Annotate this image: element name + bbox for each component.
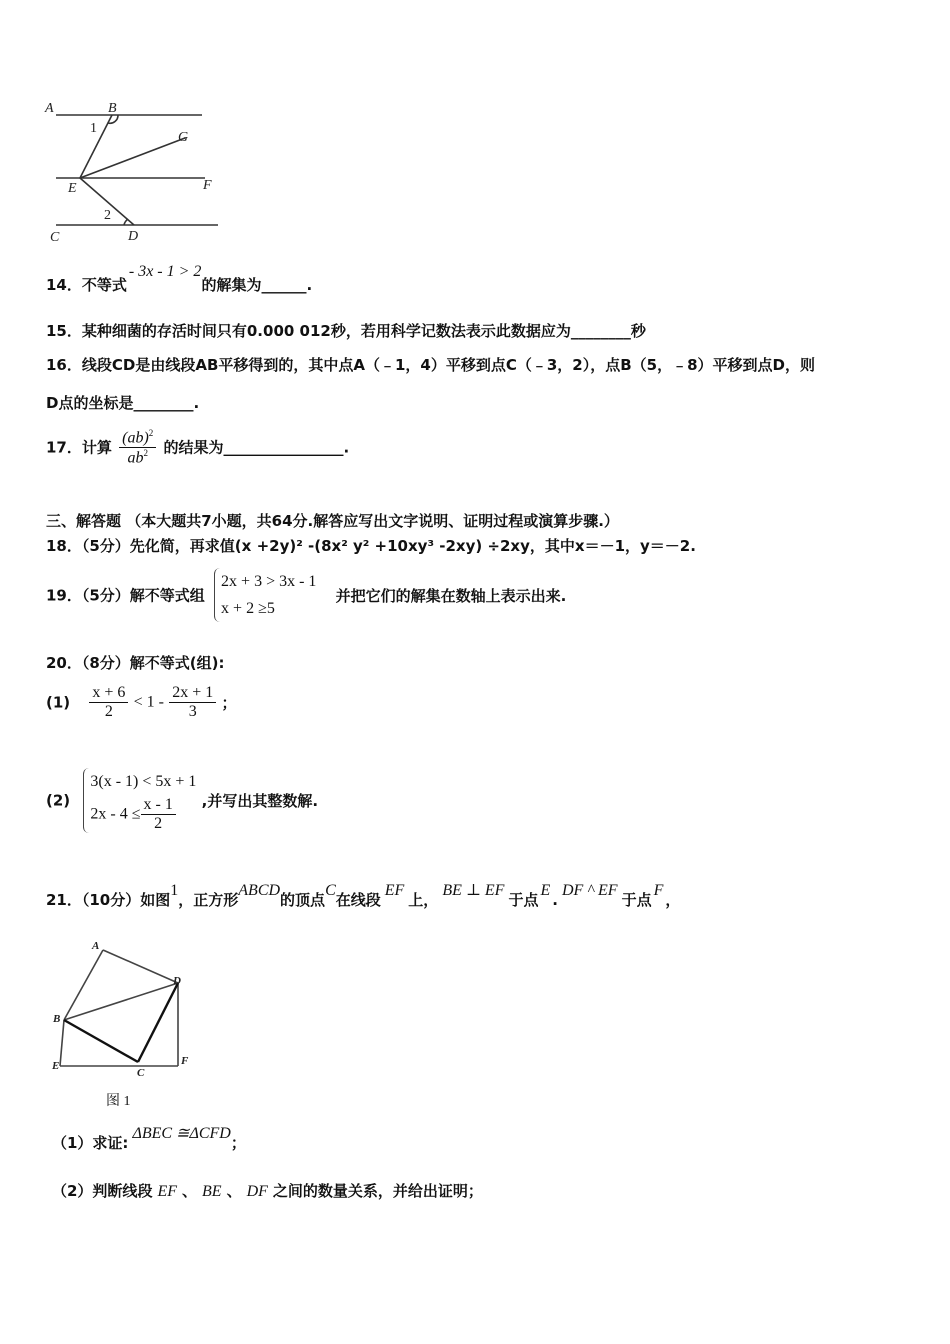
question-17 xyxy=(46,428,349,468)
q21-part2-ef: EF xyxy=(157,1183,177,1200)
fig2-label-f: F xyxy=(181,1055,189,1067)
q20-fraction-2-denominator: 3 xyxy=(188,703,197,720)
q20-fraction-2-numerator: 2x + 1 xyxy=(169,684,216,703)
fig1-label-e: E xyxy=(68,181,77,196)
q19-label: 19．（5分）解不等式组 xyxy=(46,586,205,605)
question-19 xyxy=(46,568,566,622)
q19-suffix: 并把它们的解集在数轴上表示出来. xyxy=(335,586,567,605)
fig2-label-d: D xyxy=(173,975,181,987)
fig1-label-d: D xyxy=(128,229,139,244)
question-16-line2: D点的坐标是________. xyxy=(46,394,200,412)
fig1-angle-1: 1 xyxy=(90,121,97,136)
q19-inequality-2: x + 2 ≥5 xyxy=(221,600,275,617)
q17-fraction xyxy=(119,428,156,468)
q21-part1-congruence: ΔBEC ≅ΔCFD xyxy=(132,1125,231,1142)
q20-fraction-1-denominator: 2 xyxy=(104,703,113,720)
q14-label: 14．不等式 xyxy=(46,276,127,294)
q20-part2-fraction xyxy=(141,796,176,833)
question-16-line1: 16．线段CD是由线段AB平移得到的，其中点A（﹣1，4）平移到点C（﹣3，2），点B（5，﹣8）平移到点D，则 xyxy=(46,356,816,374)
q21-part1-label: （1）求证: xyxy=(52,1134,129,1152)
fig1-label-f: F xyxy=(203,178,212,193)
question-14 xyxy=(46,263,313,295)
question-20-part-1 xyxy=(46,684,237,721)
fig2-label-a: A xyxy=(92,940,100,952)
fig2-label-b: B xyxy=(53,1013,61,1025)
fig1-label-a: A xyxy=(45,101,54,116)
q20-part1-middle: < 1 - xyxy=(133,693,165,711)
q21-label: 21．（10分）如图 xyxy=(46,891,171,909)
q14-inequality: - 3x - 1 > 2 xyxy=(128,263,202,280)
fig2-label-c: C xyxy=(137,1067,145,1079)
square-abcd-figure xyxy=(48,938,208,1080)
q20-part2-denominator: 2 xyxy=(154,815,163,832)
q21-part2-df: DF xyxy=(246,1183,268,1200)
section-3-header: 三、解答题 （本大题共7小题，共64分.解答应写出文字说明、证明过程或演算步骤.） xyxy=(46,512,619,530)
q21-segment-ef: EF xyxy=(384,882,405,899)
q21-point-f: F xyxy=(653,882,664,899)
q21-df-perp-ef: DF ^ EF xyxy=(561,882,618,899)
q17-numerator-exponent: 2 xyxy=(148,428,154,438)
fig1-label-g: G xyxy=(178,130,189,145)
q17-denominator-exponent: 2 xyxy=(143,448,148,459)
q20-part1-end: ； xyxy=(221,694,237,712)
question-18: 18．（5分）先化简，再求值(x +2y)² -(8x² y² +10xy³ -2xy) ÷2xy，其中x＝－1，y＝－2. xyxy=(46,537,696,555)
q20-part2-inequality-1: 3(x - 1) < 5x + 1 xyxy=(90,773,197,790)
q21-point-e: E xyxy=(540,882,551,899)
q17-denominator: ab xyxy=(127,449,144,467)
fig2-label-e: E xyxy=(52,1060,60,1072)
question-15: 15．某种细菌的存活时间只有0.000 012秒，若用科学记数法表示此数据应为________秒 xyxy=(46,322,646,340)
q20-part2-system xyxy=(83,768,196,833)
fig1-angle-2: 2 xyxy=(104,208,111,223)
q20-part2-inequality-2-left: 2x - 4 ≤ xyxy=(90,805,141,823)
figure-1-caption: 图 1 xyxy=(106,1094,131,1109)
q21-vertex-c: C xyxy=(325,882,336,899)
fig1-label-b: B xyxy=(108,101,117,116)
q19-inequality-1: 2x + 3 > 3x - 1 xyxy=(221,573,317,590)
q20-part2-numerator: x - 1 xyxy=(141,796,176,815)
q14-suffix: 的解集为______. xyxy=(201,276,313,294)
q20-fraction-2 xyxy=(169,684,216,721)
q20-fraction-1 xyxy=(89,684,128,721)
question-20-part-2 xyxy=(46,768,318,833)
question-21-part-2: （2）判断线段 EF 、 BE 、 DF 之间的数量关系，并给出证明； xyxy=(52,1182,483,1200)
q20-part2-label: (2) xyxy=(46,791,71,810)
q17-suffix: 的结果为________________. xyxy=(163,438,350,457)
q17-label: 17．计算 xyxy=(46,438,112,457)
question-21: 21．（10分）如图1，正方形ABCD的顶点C在线段EF上，BE ⊥ EF于点E.DF ^ EF于点F， xyxy=(46,882,681,909)
fig1-label-c: C xyxy=(50,230,60,245)
q21-be-perp-ef: BE ⊥ EF xyxy=(442,882,505,899)
q21-part2-label: （2）判断线段 xyxy=(52,1182,153,1200)
question-21-part-1: （1）求证:ΔBEC ≅ΔCFD； xyxy=(52,1125,246,1152)
q21-part2-be: BE xyxy=(202,1183,222,1200)
q21-square-abcd: ABCD xyxy=(238,882,281,899)
q20-part2-end: ,并写出其整数解. xyxy=(201,792,319,810)
q20-fraction-1-numerator: x + 6 xyxy=(89,684,128,703)
q19-system xyxy=(214,568,316,622)
q21-figure-ref: 1 xyxy=(170,882,179,899)
q20-part1-label: (1) xyxy=(46,693,71,712)
parallel-lines-figure xyxy=(40,95,230,250)
q17-numerator: (ab) xyxy=(122,429,149,447)
question-20-label: 20．（8分）解不等式(组): xyxy=(46,654,225,672)
